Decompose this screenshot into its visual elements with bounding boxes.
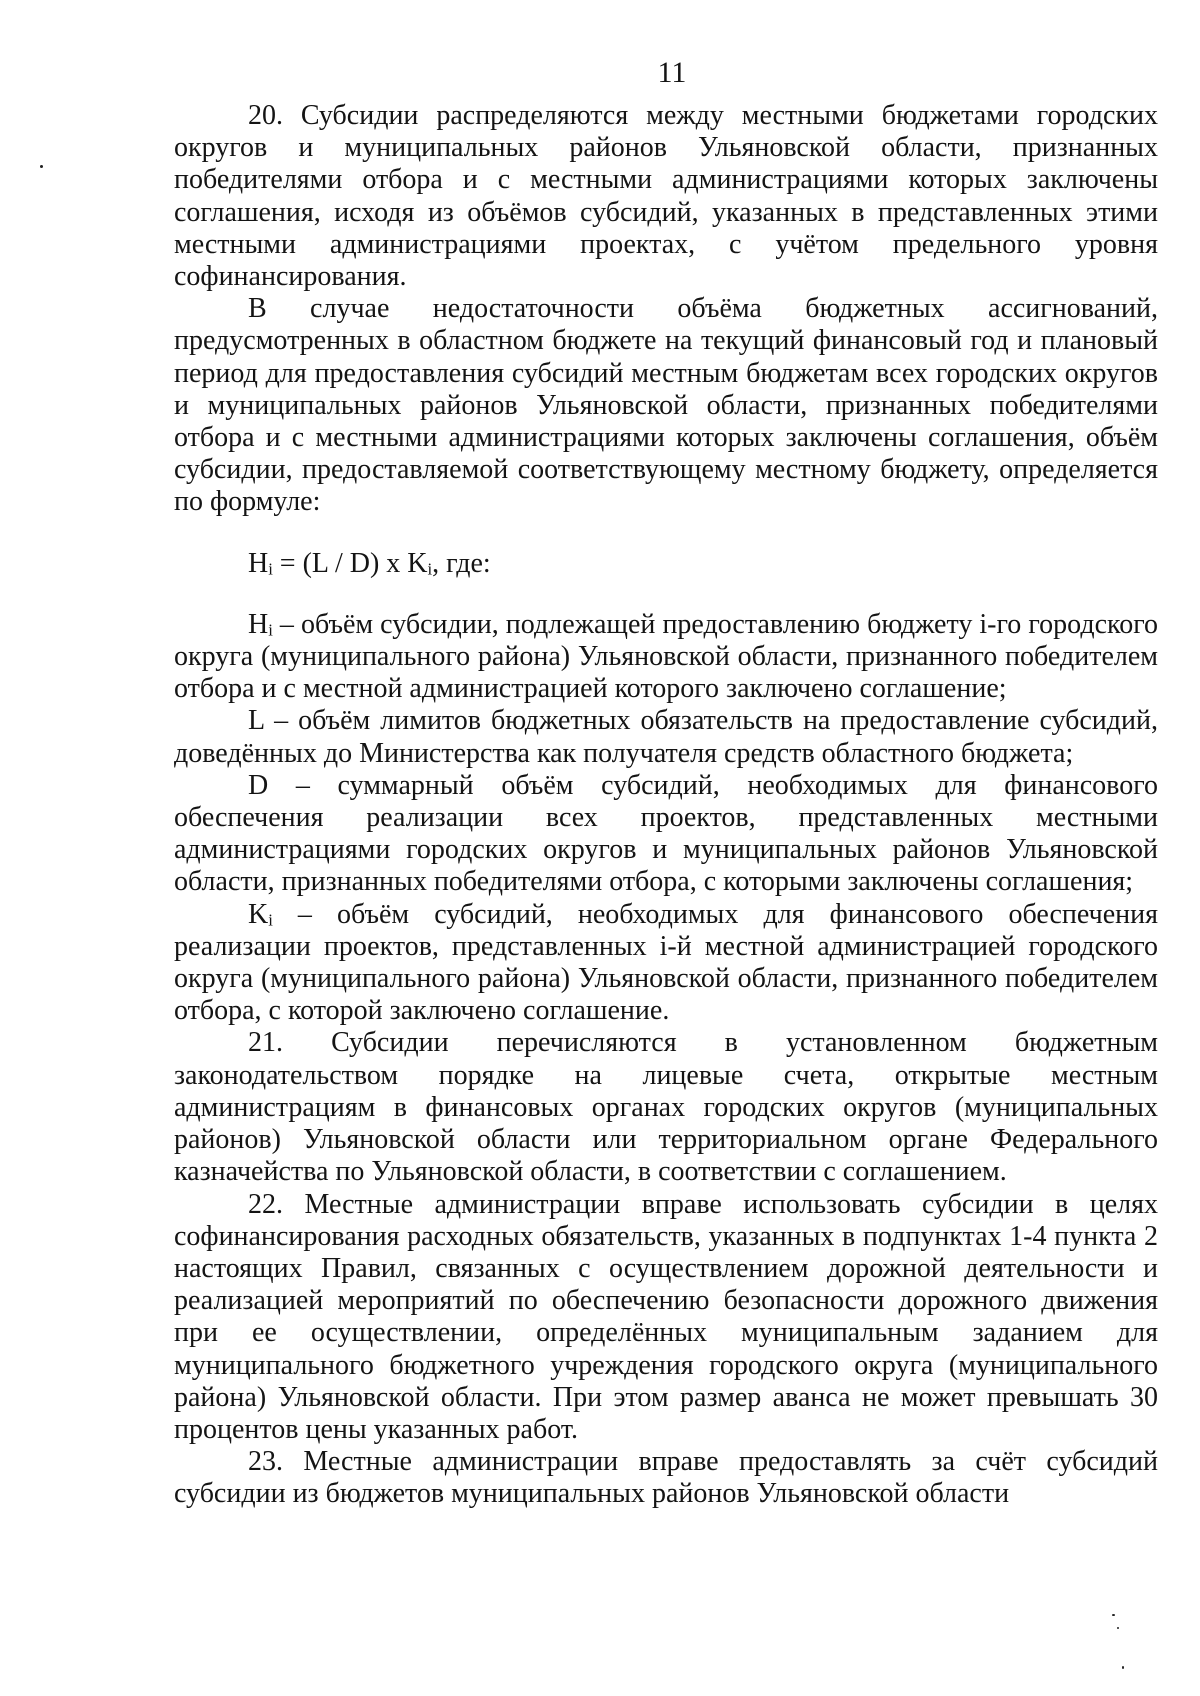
definition-h: Hᵢ – объём субсидии, подлежащей предоставлению бюджету i-го городского округа (муниципального района) Ульяновской области, признанного победителем отбора и с местной администрацией которого заключено соглашение; bbox=[174, 608, 1158, 705]
definition-d: D – суммарный объём субсидий, необходимых для финансового обеспечения реализации всех проектов, представленных местными администрациями городских округов и муниципальных районов Ульяновской области, признанных победителями отбора, с которыми заключены соглашения; bbox=[174, 769, 1158, 898]
paragraph-23: 23. Местные администрации вправе предоставлять за счёт субсидий субсидии из бюджетов муниципальных районов Ульяновской области bbox=[174, 1446, 1158, 1510]
page-number: 11 bbox=[657, 56, 687, 89]
scan-speck bbox=[1112, 1614, 1115, 1616]
definition-l: L – объём лимитов бюджетных обязательств на предоставление субсидий, доведённых до Министерства как получателя средств областного бюджета; bbox=[174, 705, 1158, 769]
formula: Hᵢ = (L / D) x Kᵢ, где: bbox=[248, 547, 491, 579]
scan-speck bbox=[1117, 1627, 1119, 1629]
scan-speck bbox=[1122, 1666, 1124, 1669]
definition-k: Kᵢ – объём субсидий, необходимых для финансового обеспечения реализации проектов, представленных i-й местной администрацией городского округа (муниципального района) Ульяновской области, признанного победителем отбора, с которой заключено соглашение. bbox=[174, 898, 1158, 1027]
paragraph-insufficiency: В случае недостаточности объёма бюджетных ассигнований, предусмотренных в областном бюджете на текущий финансовый год и плановый период для предоставления субсидий местным бюджетам всех городских округов и муниципальных районов Ульяновской области, признанных победителями отбора и с местными администрациями которых заключены соглашения, объём субсидии, предоставляемой соответствующему местному бюджету, определяется по формуле: bbox=[174, 293, 1158, 518]
scan-speck bbox=[40, 165, 43, 168]
paragraph-20: 20. Субсидии распределяются между местными бюджетами городских округов и муниципальных районов Ульяновской области, признанных победителями отбора и с местными администрациями которых заключены соглашения, исходя из объёмов субсидий, указанных в представленных этими местными администрациями проектах, с учётом предельного уровня софинансирования. bbox=[174, 100, 1158, 293]
paragraph-22: 22. Местные администрации вправе использовать субсидии в целях софинансирования расходных обязательств, указанных в подпунктах 1-4 пункта 2 настоящих Правил, связанных с осуществлением дорожной деятельности и реализацией мероприятий по обеспечению безопасности дорожного движения при ее осуществлении, определённых муниципальным заданием для муниципального бюджетного учреждения городского округа (муниципального района) Ульяновской области. При этом размер аванса не может превышать 30 процентов цены указанных работ. bbox=[174, 1188, 1158, 1445]
paragraph-21: 21. Субсидии перечисляются в установленном бюджетным законодательством порядке на лицевые счета, открытые местным администрациям в финансовых органах городских округов (муниципальных районов) Ульяновской области или территориальном органе Федерального казначейства по Ульяновской области, в соответствии с соглашением. bbox=[174, 1027, 1158, 1188]
document-body bbox=[174, 100, 1158, 1511]
